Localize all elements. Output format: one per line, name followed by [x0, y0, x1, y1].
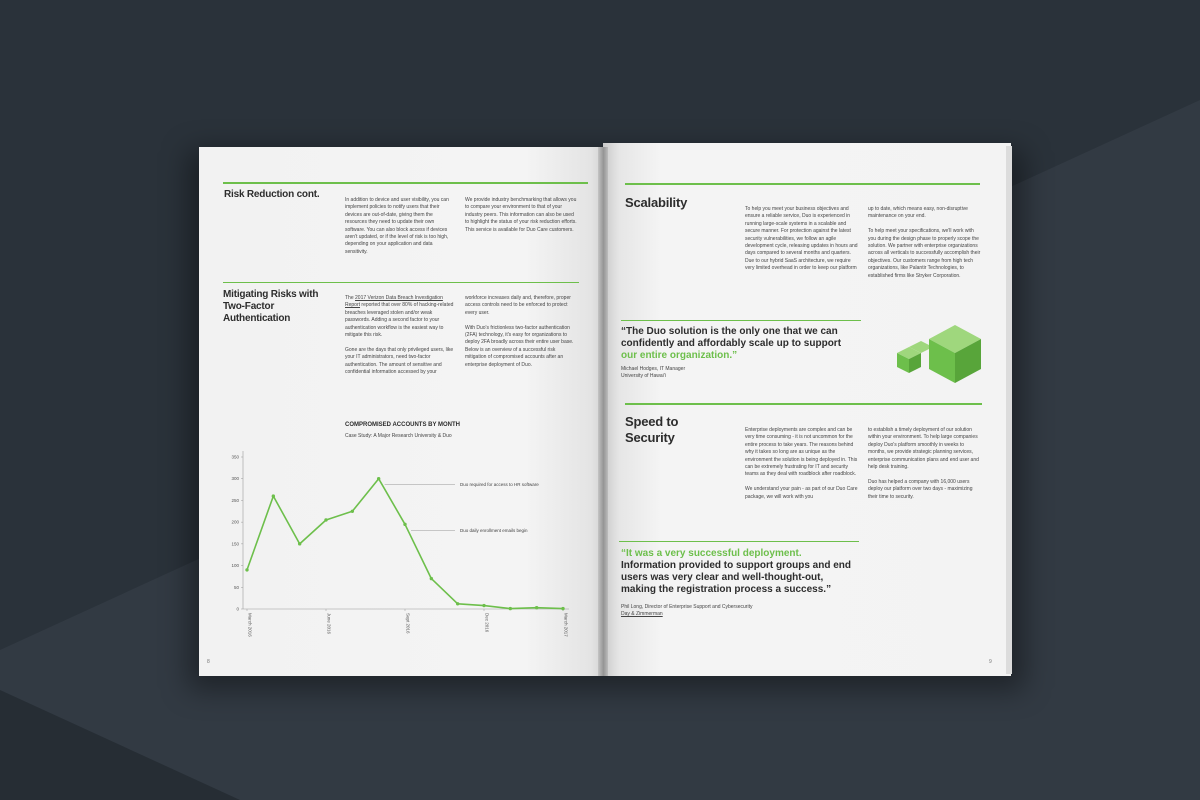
- quote2-author: Phil Long, Director of Enterprise Support and Cybersecurity: [621, 604, 753, 610]
- mitigating-col1-prefix: The: [345, 295, 356, 301]
- quote2-text-dark: Information provided to support groups and end users was very clear and well-thought-out, making the registration process a success.”: [621, 560, 851, 595]
- mitigating-rule: [223, 282, 579, 283]
- risk-col1: In addition to device and user visibility, you can implement policies to notify users that their devices are out-of-date, giving them the resources they need to update their own software. You can also block access if devices aren't updated, or if the level of risk is too high, depending on your application and data sensitivity.: [345, 197, 449, 255]
- mitigating-col1: [345, 295, 455, 376]
- large-cube-icon: [929, 325, 981, 383]
- scalability-top-rule: [625, 183, 980, 185]
- speed-col1: [745, 427, 859, 501]
- x-tick-label: Sept 2016: [405, 613, 411, 634]
- speed-col2: [868, 427, 983, 501]
- data-point: [456, 602, 459, 605]
- cubes-illustration: [893, 315, 985, 387]
- mitigating-col1-rest: reported that over 80% of hacking-related breaches leveraged stolen and/or weak passwords. Adding a second factor to your authentication workflow is the easiest way to mitigate this risk.: [345, 302, 454, 339]
- y-tick-label: 150: [231, 541, 239, 547]
- right-page: [603, 143, 1011, 676]
- left-page-number: 8: [207, 659, 210, 665]
- quote1-rule: [621, 320, 861, 321]
- data-point: [535, 606, 538, 609]
- data-point: [509, 607, 512, 610]
- y-tick-label: 100: [231, 563, 239, 569]
- mitigating-col2-p2: With Duo's frictionless two-factor authentication (2FA) technology, it's easy for organizations to deploy 2FA broadly across their entire user base. Below is an overview of a successful risk mitigation of compromised accounts after an enterprise deployment of Duo.: [465, 324, 574, 368]
- quote2-rule: [619, 541, 859, 542]
- speed-col2-p1: to establish a timely deployment of our solution within your environment. To help large companies deploy Duo's platform smoothly in weeks to months, we provide strategic planning services, enterprise communication plans and end user and help desk training.: [868, 427, 979, 471]
- risk-col2: We provide industry benchmarking that allows you to compare your environment to that of your industry peers. This information can also be used to highlight the status of your risk reduction efforts. This service is available for Duo Care customers.: [465, 197, 577, 233]
- chart-subtitle: Case Study: A Major Research University & Duo: [345, 433, 452, 439]
- series-line: [247, 479, 563, 609]
- scalability-col2-p2: To help meet your specifications, we'll work with you during the design phase to properly scope the solution. We partner with enterprise organizations across all verticals to successfully accomplish their objectives. Our customers range from high tech organizations, like Palantir Technologies, to established firms like Stryker Corporation.: [868, 228, 981, 279]
- data-point: [403, 523, 406, 526]
- speed-col1-p2: We understand your pain - as part of our Duo Care package, we will work with you: [745, 486, 858, 500]
- mitigating-heading: Mitigating Risks with Two-Factor Authentication: [223, 289, 319, 324]
- y-tick-label: 350: [231, 454, 239, 460]
- scalability-col2: [868, 206, 983, 280]
- speed-top-rule: [625, 403, 982, 405]
- right-page-edge: [1006, 146, 1012, 674]
- scalability-col2-p1: up to date, which means easy, non-disruptive maintenance on your end.: [868, 206, 968, 220]
- quote1-org: University of Hawai'i: [621, 373, 666, 379]
- quote1-text-green: our entire organization.”: [621, 350, 738, 361]
- compromised-accounts-chart: [199, 437, 607, 637]
- data-point: [377, 477, 380, 480]
- annotation-label: Duo required for access to HR software: [460, 482, 539, 488]
- data-point: [561, 607, 564, 610]
- chart-title: COMPROMISED ACCOUNTS BY MONTH: [345, 422, 461, 428]
- x-tick-label: Dec 2016: [484, 613, 490, 633]
- data-point: [482, 604, 485, 607]
- y-tick-label: 50: [233, 584, 239, 590]
- quote1-text: [621, 326, 846, 362]
- mitigating-col2: [465, 295, 577, 369]
- scalability-heading: Scalability: [625, 195, 688, 210]
- data-point: [272, 494, 275, 497]
- mitigating-col2-p1: workforce increases daily and, therefore, proper access controls need to be enforced to protect every user.: [465, 295, 571, 316]
- data-point: [324, 518, 327, 521]
- y-tick-label: 200: [231, 519, 239, 525]
- y-tick-label: 300: [231, 476, 239, 482]
- y-tick-label: 0: [236, 606, 239, 612]
- x-tick-label: March 2017: [563, 613, 569, 637]
- right-page-number: 9: [989, 659, 992, 665]
- mitigating-col1-p2: Gone are the days that only privileged users, like your IT administrators, need two-factor authentication. The amount of sensitive and confidential information accessed by your: [345, 346, 454, 376]
- spine-shadow: [598, 147, 608, 676]
- annotation-label: Duo daily enrollment emails begin: [460, 527, 528, 533]
- data-point: [245, 568, 248, 571]
- scalability-col1: To help you meet your business objectives and ensure a reliable service, Duo is experienced in running large-scale systems in a scalable and secure manner. For protection against the latest security vulnerabilities, we follow an agile development cycle, releasing updates in hours and days compared to several months and quarters. Due to our hybrid SaaS architecture, we require very limited overhead in order to keep our platform: [745, 206, 858, 272]
- risk-heading: Risk Reduction cont.: [224, 189, 320, 200]
- y-tick-label: 250: [231, 497, 239, 503]
- quote2-org-link[interactable]: Day & Zimmerman: [621, 611, 663, 617]
- speed-col2-p2: Duo has helped a company with 16,000 users deploy our platform over two days - maximizing their time to security.: [868, 478, 973, 500]
- data-point: [430, 577, 433, 580]
- data-point: [298, 542, 301, 545]
- speed-col1-p1: Enterprise deployments are complex and can be very time consuming - it is not uncommon for the entire process to take years. The reasons behind why it takes so long are as unique as the environment the solution is being deployed in. This can be extremely frustrating for IT and security teams as they deal with roadblock after roadblock.: [745, 427, 858, 478]
- left-page: [199, 147, 607, 676]
- quote1-author: Michael Hodges, IT Manager: [621, 366, 686, 372]
- quote2-text: [621, 548, 856, 596]
- data-point: [351, 510, 354, 513]
- verizon-report-link[interactable]: 2017 Verizon Data Breach Investigation Report: [345, 295, 443, 309]
- x-tick-label: June 2016: [326, 613, 332, 635]
- quote1-text-dark: “The Duo solution is the only one that we can confidently and affordably scale up to support: [621, 326, 842, 349]
- quote2-text-green: “It was a very successful deployment.: [621, 548, 802, 559]
- risk-top-rule: [223, 182, 588, 184]
- speed-heading: Speed to Security: [625, 414, 679, 445]
- small-cube-icon: [897, 341, 933, 373]
- x-tick-label: March 2016: [247, 613, 253, 637]
